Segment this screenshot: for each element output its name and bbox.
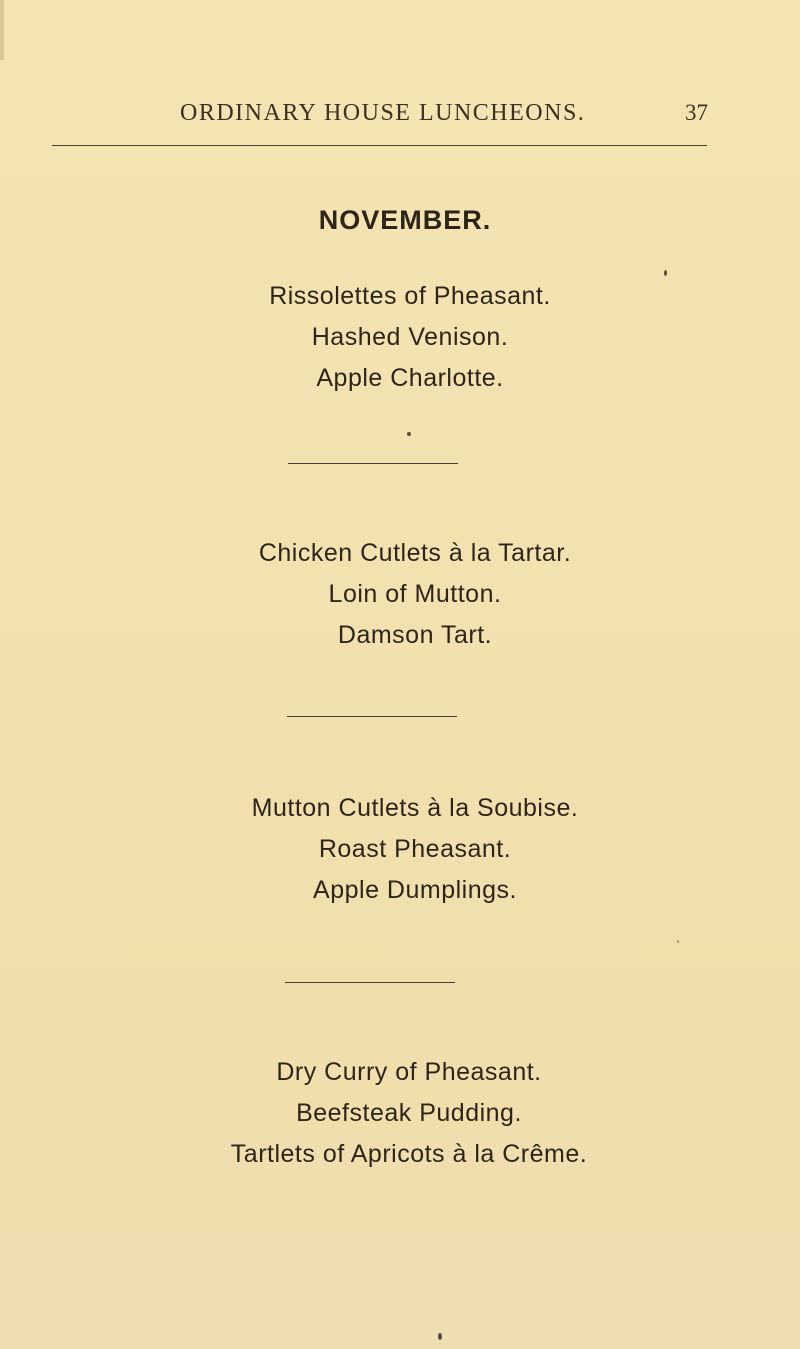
menu-item: Apple Dumplings. [313,876,517,904]
menu-item: Dry Curry of Pheasant. [276,1058,542,1086]
menu-item: Rissolettes of Pheasant. [269,282,551,310]
menu-block [0,788,800,911]
menu-block [0,276,800,399]
menu-item: Damson Tart. [337,621,493,649]
page-number: 37 [685,100,708,125]
section-title: NOVEMBER. [318,205,492,235]
menu-divider [285,982,455,983]
page-edge [0,0,4,60]
menu-item: Roast Pheasant. [318,835,512,863]
menu-block [0,533,800,656]
paper-speck [664,270,667,276]
menu-block [0,1052,800,1175]
menu-item: Loin of Mutton. [328,580,502,608]
menu-item: Beefsteak Pudding. [296,1099,522,1127]
paper-speck [438,1333,442,1340]
menu-item: Tartlets of Apricots à la Crême. [230,1140,588,1168]
menu-item: Apple Charlotte. [316,364,504,392]
paper-speck [407,432,411,436]
running-head-title: ORDINARY HOUSE LUNCHEONS. [180,100,586,126]
menu-divider [288,463,458,464]
menu-divider [287,716,457,717]
paper-speck [677,940,679,943]
menu-item: Chicken Cutlets à la Tartar. [258,539,572,567]
menu-item: Mutton Cutlets à la Soubise. [251,794,579,822]
menu-item: Hashed Venison. [311,323,509,351]
header-rule [52,145,707,146]
